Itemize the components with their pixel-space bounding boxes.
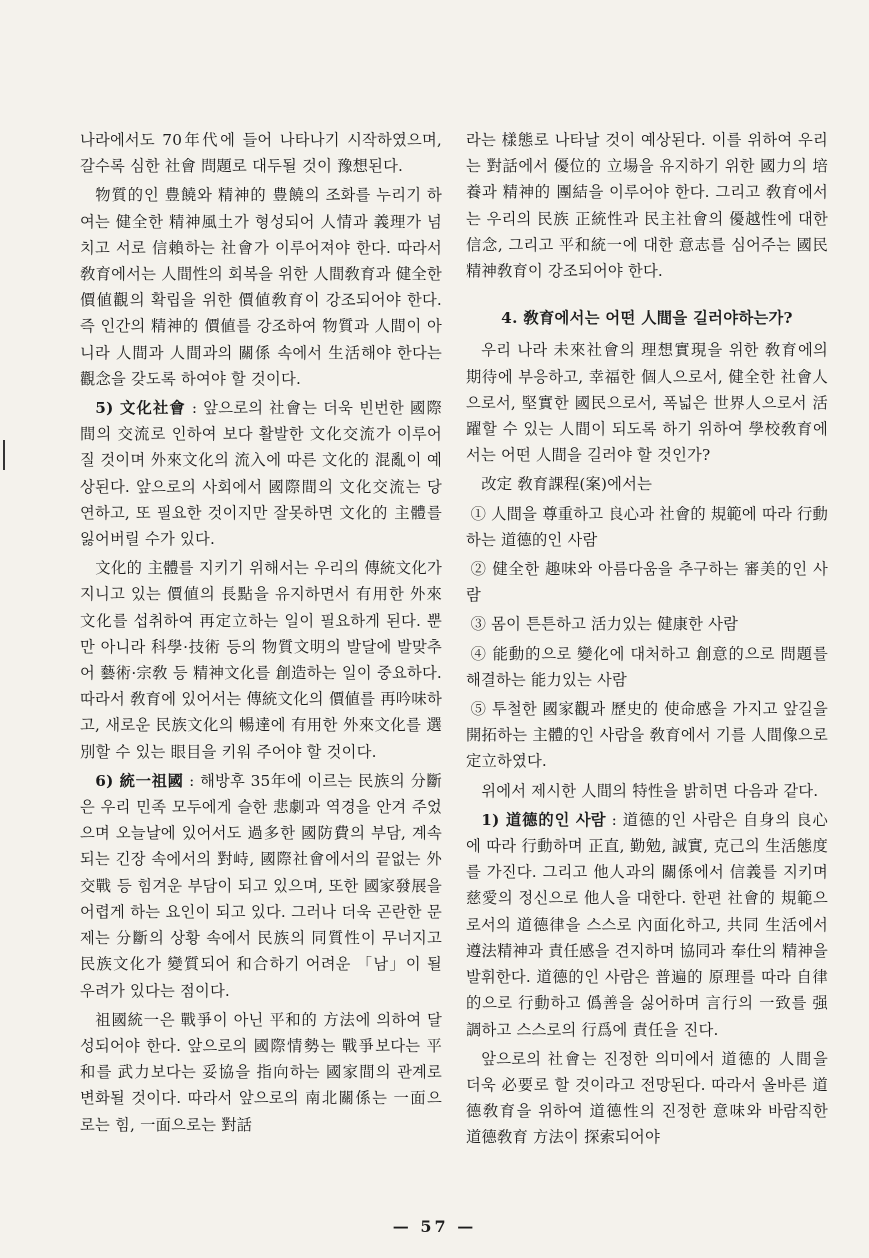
list-item: ③ 몸이 튼튼하고 活力있는 健康한 사람 (470, 615, 739, 634)
margin-mark (3, 440, 5, 470)
left-column (80, 127, 442, 1141)
paragraph (466, 807, 828, 1043)
paragraph: 라는 樣態로 나타날 것이 예상된다. 이를 위하여 우리는 對話에서 優位的 立場을 유지하기 위한 國力의 培養과 精神的 團結을 이루어야 한다. 그리고 敎育에서는 우리의 民族 正統性과 民主社會의 優越性에 대한 信念, 그리고 平和統一에 대한 意志를 심어주는 國民精神敎育이 강조되어야 한다. (466, 131, 828, 281)
chapter-heading: 4. 敎育에서는 어떤 人間을 길러야하는가? (501, 309, 793, 328)
list-item: ④ 能動的으로 變化에 대처하고 創意的으로 問題를 해결하는 能力있는 사람 (466, 644, 828, 689)
list-item: ② 健全한 趣味와 아름다움을 추구하는 審美的인 사람 (466, 560, 828, 605)
paragraph: 物質的인 豊饒와 精神的 豊饒의 조화를 누리기 하여는 健全한 精神風土가 형성되어 人情과 義理가 넘치고 서로 信賴하는 社會가 이루어져야 한다. 따라서 敎育에서는 人間性의 회복을 위한 人間敎育과 健全한 價値觀의 확립을 위한 價値敎育이 강조되어야 한다. 즉 인간의 精神的 價値를 강조하여 物質과 人間이 아니라 人間과 人間과의 關係 속에서 生活해야 한다는 觀念을 갖도록 하여야 할 것이다. (80, 186, 442, 388)
paragraph: 祖國統一은 戰爭이 아닌 平和的 方法에 의하여 달성되어야 한다. 앞으로의 國際情勢는 戰爭보다는 平和를 武力보다는 妥協을 指向하는 國家間의 관계로 변화될 것이다. 따라서 앞으로의 南北關係는 一面으로는 힘, 一面으로는 對話 (80, 1010, 442, 1134)
right-column (466, 127, 828, 1154)
paragraph (80, 768, 442, 1004)
paragraph: 나라에서도 70年代에 들어 나타나기 시작하였으며, 갈수록 심한 社會 問題로 대두될 것이 豫想된다. (80, 131, 442, 176)
section-heading: 6) 統一祖國 (95, 771, 184, 790)
page-number: — 57 — (392, 1217, 477, 1236)
paragraph: 위에서 제시한 人間의 特性을 밝히면 다음과 같다. (481, 781, 819, 800)
paragraph: 文化的 主體를 지키기 위해서는 우리의 傳統文化가 지니고 있는 價値의 長點을 유지하면서 有用한 外來文化를 섭취하여 再定立하는 일이 필요하게 된다. 뿐만 아니라 科學·技術 등의 物質文明의 발달에 발맞추어 藝術·宗敎 등 精神文化를 創造하는 일이 중요하다. 따라서 敎育에 있어서는 傳統文化의 價値를 再吟味하고, 새로운 民族文化의 暢達에 有用한 外來文化를 選別할 수 있는 眼目을 키워 주어야 할 것이다. (80, 559, 442, 761)
list-item: ⑤ 투철한 國家觀과 歷史的 使命感을 가지고 앞길을 開拓하는 主體的인 사람을 敎育에서 기를 人間像으로 定立하였다. (466, 700, 828, 771)
paragraph: 앞으로의 社會는 진정한 의미에서 道德的 人間을 더욱 必要로 할 것이라고 전망된다. 따라서 올바른 道德敎育을 위하여 道德性의 진정한 意味와 바람직한 道德敎育 方法이 探索되어야 (466, 1049, 828, 1147)
paragraph (80, 395, 442, 552)
paragraph-body: : 앞으로의 社會는 더욱 빈번한 國際間의 交流로 인하여 보다 활발한 文化交流가 이루어질 것이며 外來文化의 流入에 따른 文化的 混亂이 예상된다. 앞으로의 사회에서 國際間의 文化交流는 당연하고, 또 필요한 것이지만 잘못하면 文化的 主體를 잃어버릴 수가 있다. (80, 399, 442, 549)
paragraph: 改定 敎育課程(案)에서는 (481, 475, 653, 494)
section-heading: 1) 道德的인 사람 (481, 810, 606, 829)
paragraph-body: : 해방후 35年에 이르는 民族의 分斷은 우리 민족 모두에게 슬한 悲劇과 역경을 안겨 주었으며 오늘날에 있어서도 過多한 國防費의 부담, 계속되는 긴장 속에서의 對峙, 國際社會에서의 끝없는 外交戰 등 힘겨운 부담이 되고 있으며, 또한 國家發展을 어렵게 하는 요인이 되고 있다. 그러나 더욱 곤란한 문제는 分斷의 상황 속에서 民族의 同質性이 무너지고 民族文化가 變質되어 和合하기 어려운 「남」이 될 우려가 있다는 점이다. (80, 771, 442, 1000)
list-item: ① 人間을 尊重하고 良心과 社會的 規範에 따라 行動하는 道德的인 사람 (466, 504, 828, 549)
section-heading: 5) 文化社會 (95, 399, 186, 418)
paragraph-body: : 道德的인 사람은 自身의 良心에 따라 行動하며 正直, 勤勉, 誠實, 克己의 生活態度를 가진다. 그리고 他人과의 關係에서 信義를 지키며 慈愛의 정신으로 他人을 대한다. 한편 社會的 規範으로서의 道德律을 스스로 內面化하고, 共同 生活에서 遵法精神과 責任感을 견지하며 協同과 奉仕의 精神을 발휘한다. 道德的인 사람은 普遍的 原理를 따라 自律的으로 行動하고 僞善을 싫어하며 言行의 一致를 强調하고 스스로의 行爲에 責任을 진다. (466, 810, 828, 1039)
paragraph: 우리 나라 未來社會의 理想實現을 위한 敎育에의 期待에 부응하고, 幸福한 個人으로서, 健全한 社會人으로서, 堅實한 國民으로서, 폭넓은 世界人으로서 活躍할 수 있는 人間이 되도록 하기 위하여 學校敎育에서는 어떤 人間을 길러야 할 것인가? (466, 341, 828, 465)
